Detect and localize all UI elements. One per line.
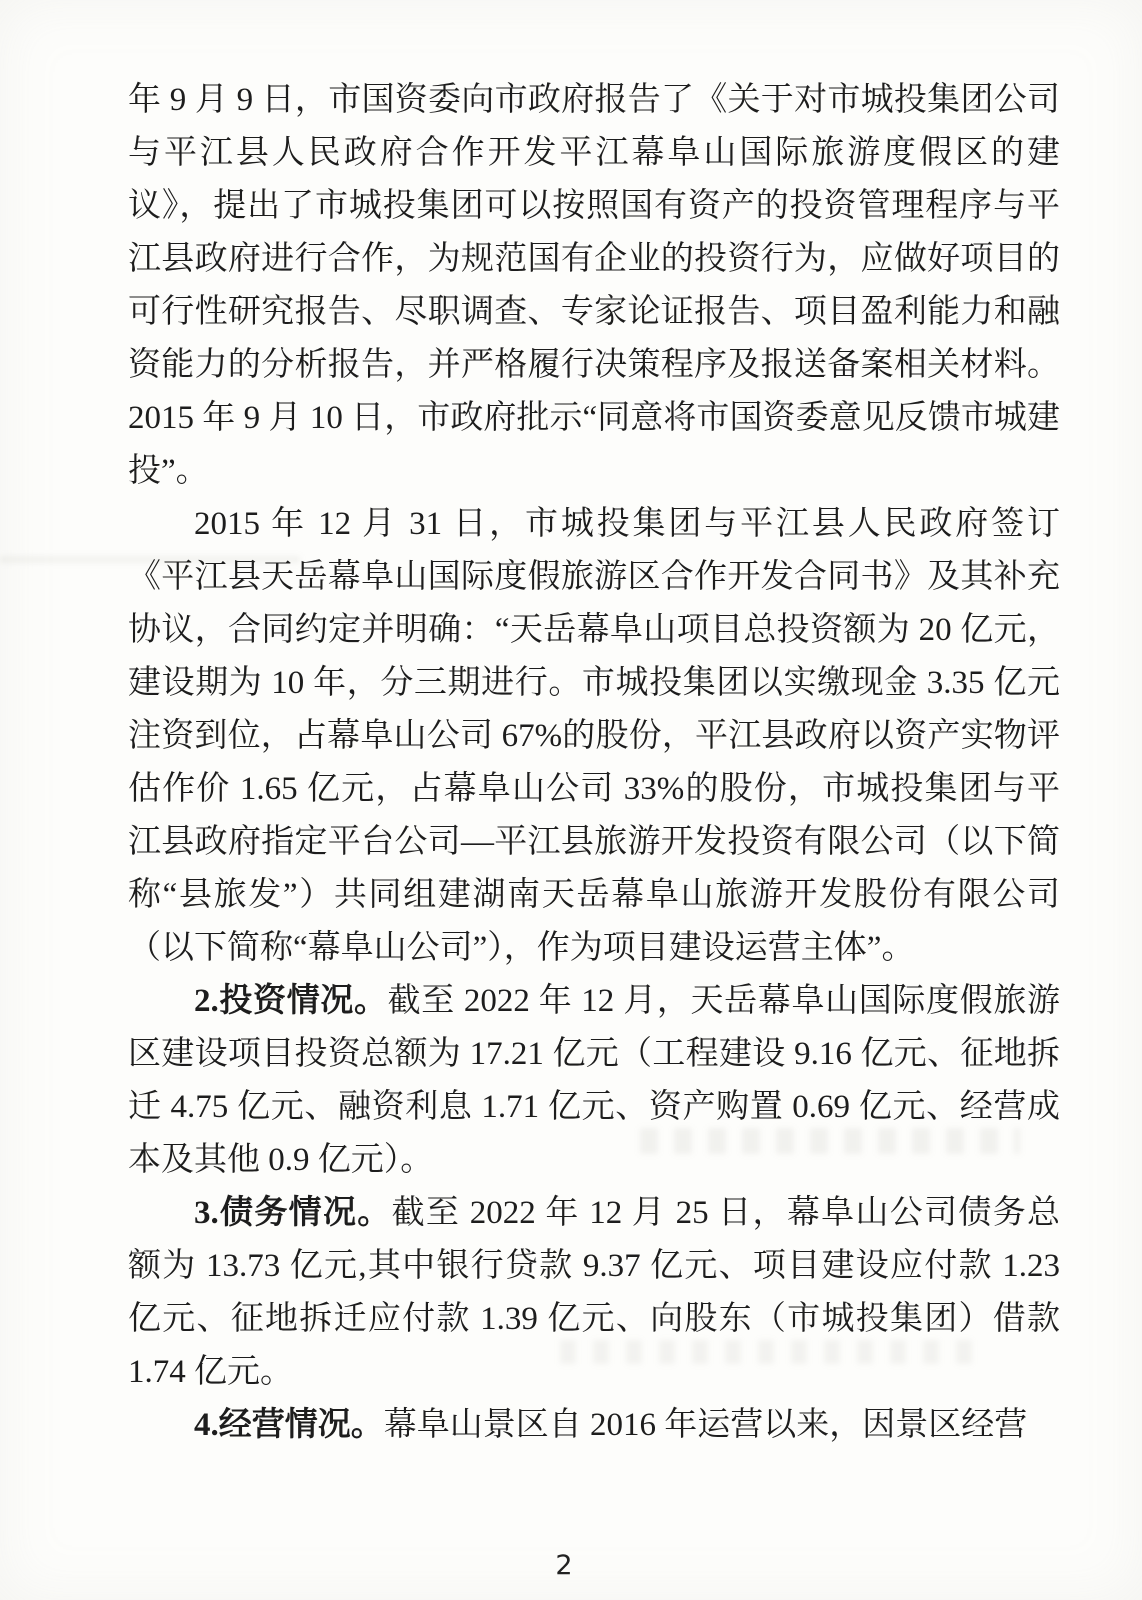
- paragraph-cooperation-proposal: [128, 74, 1060, 498]
- paragraph-contract-signing: [128, 498, 1060, 975]
- section-heading-operation: 4.经营情况。: [194, 1407, 384, 1443]
- document-body: [128, 74, 1060, 1452]
- section-heading-debt: 3.债务情况。: [194, 1195, 392, 1231]
- page-number: 2: [555, 1550, 573, 1581]
- paragraph-investment-status: [128, 975, 1060, 1187]
- paragraph-operation-status: [128, 1399, 1060, 1452]
- paragraph-debt-status: [128, 1187, 1060, 1399]
- paragraph-text: 2015 年 12 月 31 日，市城投集团与平江县人民政府签订《平江县天岳幕阜山国际度假旅游区合作开发合同书》及其补充协议，合同约定并明确：“天岳幕阜山项目总投资额为 20 亿元，建设期为 10 年，分三期进行。市城投集团以实缴现金 3.35 亿元注资到位，占幕阜山公司 67%的股份，平江县政府以资产实物评估作价 1.65 亿元，占幕阜山公司 33%的股份，市城投集团与平江县政府指定平台公司—平江县旅游开发投资有限公司（以下简称“县旅发”）共同组建湖南天岳幕阜山旅游开发股份有限公司（以下简称“幕阜山公司”），作为项目建设运营主体”。: [128, 506, 1060, 966]
- paragraph-text: 截至 2022 年 12 月，天岳幕阜山国际度假旅游区建设项目投资总额为 17.21 亿元（工程建设 9.16 亿元、征地拆迁 4.75 亿元、融资利息 1.71 亿元、资产购置 0.69 亿元、经营成本及其他 0.9 亿元）。: [128, 983, 1061, 1178]
- paragraph-text: 截至 2022 年 12 月 25 日，幕阜山公司债务总额为 13.73 亿元,其中银行贷款 9.37 亿元、项目建设应付款 1.23 亿元、征地拆迁应付款 1.39 亿元、向股东（市城投集团）借款 1.74 亿元。: [128, 1195, 1061, 1390]
- paragraph-text: 年 9 月 9 日，市国资委向市政府报告了《关于对市城投集团公司与平江县人民政府合作开发平江幕阜山国际旅游度假区的建议》，提出了市城投集团可以按照国有资产的投资管理程序与平江县政府进行合作，为规范国有企业的投资行为，应做好项目的可行性研究报告、尽职调查、专家论证报告、项目盈利能力和融资能力的分析报告，并严格履行决策程序及报送备案相关材料。2015 年 9 月 10 日，市政府批示“同意将市国资委意见反馈市城建投”。: [128, 82, 1060, 489]
- section-heading-investment: 2.投资情况。: [194, 983, 388, 1019]
- paragraph-text: 幕阜山景区自 2016 年运营以来，因景区经营: [383, 1407, 1028, 1443]
